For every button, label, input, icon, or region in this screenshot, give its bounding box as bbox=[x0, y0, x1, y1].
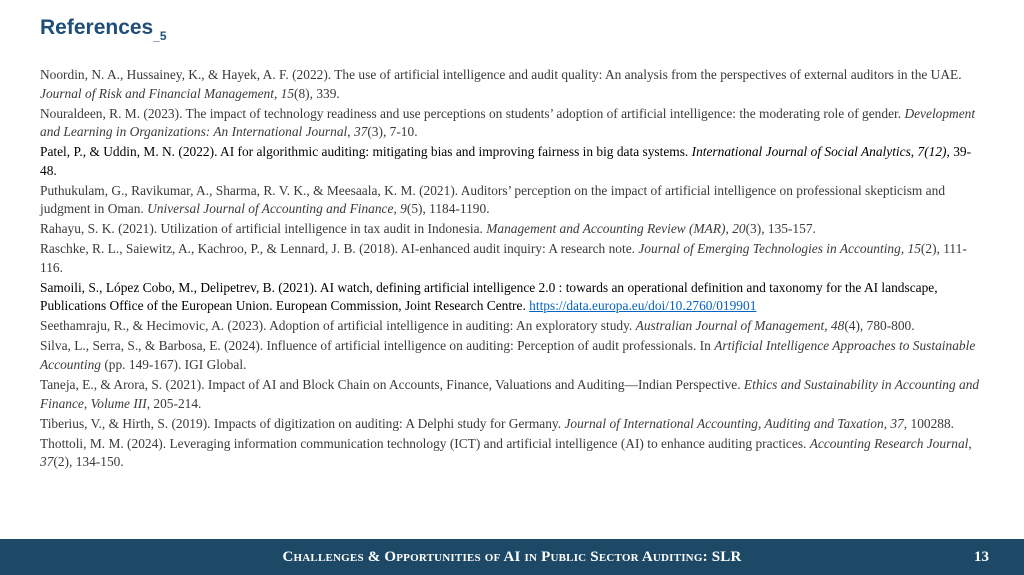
reference-entry bbox=[40, 415, 985, 434]
reference-entry bbox=[40, 376, 985, 413]
reference-volume: 7(12) bbox=[917, 144, 947, 160]
reference-journal: Management and Accounting Review (MAR) bbox=[486, 221, 726, 237]
reference-sep: , bbox=[910, 144, 918, 160]
reference-sep: , bbox=[725, 221, 733, 237]
reference-pages: (2), 111-116. bbox=[40, 241, 967, 275]
reference-volume: 20 bbox=[732, 221, 746, 237]
page-number: 13 bbox=[974, 549, 989, 565]
reference-journal: International Journal of Social Analytics bbox=[691, 144, 911, 160]
reference-volume: 48 bbox=[830, 318, 845, 334]
reference-book-title: Artificial Intelligence Approaches to Sustainable Accounting bbox=[40, 338, 976, 373]
reference-volume: 37 bbox=[890, 415, 904, 431]
title-subscript: _5 bbox=[153, 29, 167, 43]
reference-volume: 15 bbox=[907, 241, 921, 257]
reference-authors-title: Thottoli, M. M. (2024). Leveraging information communication technology (ICT) and artificial intelligence (AI) to enhance auditing practices. bbox=[40, 435, 810, 451]
reference-sep: , bbox=[883, 415, 891, 431]
reference-authors-title: Puthukulam, G., Ravikumar, A., Sharma, R. V. K., & Meesaala, K. M. (2021). Auditors’ perception on the impact of artificial intelligence on professional skepticism and judgment in Oman. bbox=[40, 182, 946, 217]
reference-authors-title: Seethamraju, R., & Hecimovic, A. (2023). Adoption of artificial intelligence in auditing: An exploratory study. bbox=[40, 318, 636, 334]
footer-bar bbox=[0, 539, 1024, 575]
page-title bbox=[40, 16, 167, 43]
reference-pages: (3), 7-10. bbox=[367, 124, 418, 140]
reference-journal: Universal Journal of Accounting and Finance bbox=[147, 201, 394, 217]
reference-authors-title: Nouraldeen, R. M. (2023). The impact of technology readiness and use perceptions on students’ adoption of artificial intelligence: the moderating role of gender. bbox=[40, 105, 905, 121]
reference-pages: , 100288. bbox=[903, 415, 955, 431]
reference-sep: , bbox=[347, 124, 354, 140]
reference-entry bbox=[40, 105, 985, 142]
reference-journal: Australian Journal of Management bbox=[635, 318, 825, 334]
reference-authors-title: Noordin, N. A., Hussainey, K., & Hayek, A. F. (2022). The use of artificial intelligence and audit quality: An analysis from the perspectives of external auditors in the UAE. bbox=[40, 67, 962, 82]
reference-volume: 37 bbox=[353, 124, 368, 140]
reference-volume: 9 bbox=[400, 201, 407, 217]
reference-entry bbox=[40, 240, 985, 277]
reference-entry bbox=[40, 337, 985, 374]
reference-entry bbox=[40, 317, 985, 336]
reference-doi-link[interactable]: https://data.europa.eu/doi/10.2760/019901 bbox=[529, 298, 757, 314]
reference-authors-title: Samoili, S., López Cobo, M., Delipetrev, B. (2021). AI watch, defining artificial intelligence 2.0 : towards an operational definition and taxonomy for the AI landscape, Publications Office of the European Union. European Commission, Joint Research Centre. bbox=[40, 279, 938, 314]
reference-journal: Development and Learning in Organizations: An International Journal bbox=[40, 105, 976, 140]
title-main: References bbox=[40, 16, 154, 39]
reference-authors-title: Taneja, E., & Arora, S. (2021). Impact of AI and Block Chain on Accounts, Finance, Valuations and Auditing—Indian Perspective. bbox=[40, 377, 744, 393]
reference-pages: (pp. 149-167). IGI Global. bbox=[100, 357, 247, 373]
reference-authors-title: Rahayu, S. K. (2021). Utilization of artificial intelligence in tax audit in Indonesia. bbox=[40, 221, 487, 237]
reference-sep: , bbox=[824, 318, 831, 334]
footer-title: Challenges & Opportunities of AI in Public Sector Auditing: SLR bbox=[282, 549, 742, 565]
reference-pages: (8), 339. bbox=[294, 85, 340, 101]
reference-pages: (3), 135-157. bbox=[745, 221, 816, 237]
reference-entry bbox=[40, 435, 985, 472]
reference-volume: 37 bbox=[40, 454, 54, 470]
reference-sep: , bbox=[900, 241, 908, 257]
reference-sep: , bbox=[968, 435, 972, 451]
reference-volume: 15 bbox=[280, 85, 295, 101]
reference-sep: , bbox=[273, 85, 281, 101]
reference-entry bbox=[40, 279, 985, 316]
reference-entry bbox=[40, 182, 985, 219]
reference-authors-title: Patel, P., & Uddin, M. N. (2022). AI for algorithmic auditing: mitigating bias and improving fairness in big data systems. bbox=[40, 144, 692, 160]
reference-pages: (2), 134-150. bbox=[53, 454, 124, 470]
reference-list bbox=[40, 66, 985, 473]
reference-book-title: Ethics and Sustainability in Accounting and Finance, Volume III bbox=[40, 377, 980, 411]
reference-pages: , 205-214. bbox=[146, 395, 202, 411]
reference-entry bbox=[40, 220, 985, 239]
reference-authors-title: Silva, L., Serra, S., & Barbosa, E. (2024). Influence of artificial intelligence on auditing: Perception of audit professionals. In bbox=[40, 338, 715, 354]
reference-entry bbox=[40, 66, 985, 103]
reference-journal: Accounting Research Journal bbox=[809, 435, 969, 451]
reference-pages: , 39-48. bbox=[40, 144, 972, 178]
reference-pages: (4), 780-800. bbox=[844, 318, 915, 334]
reference-sep: , bbox=[393, 201, 401, 217]
reference-pages: (5), 1184-1190. bbox=[406, 201, 490, 217]
reference-journal: Journal of Risk and Financial Management bbox=[40, 85, 274, 101]
reference-authors-title: Tiberius, V., & Hirth, S. (2019). Impacts of digitization on auditing: A Delphi study for Germany. bbox=[40, 415, 565, 431]
reference-journal: Journal of International Accounting, Auditing and Taxation bbox=[564, 415, 884, 431]
reference-journal: Journal of Emerging Technologies in Accounting bbox=[638, 241, 901, 257]
reference-entry bbox=[40, 143, 985, 180]
reference-authors-title: Raschke, R. L., Saiewitz, A., Kachroo, P., & Lennard, J. B. (2018). AI-enhanced audit inquiry: A research note. bbox=[40, 241, 639, 257]
